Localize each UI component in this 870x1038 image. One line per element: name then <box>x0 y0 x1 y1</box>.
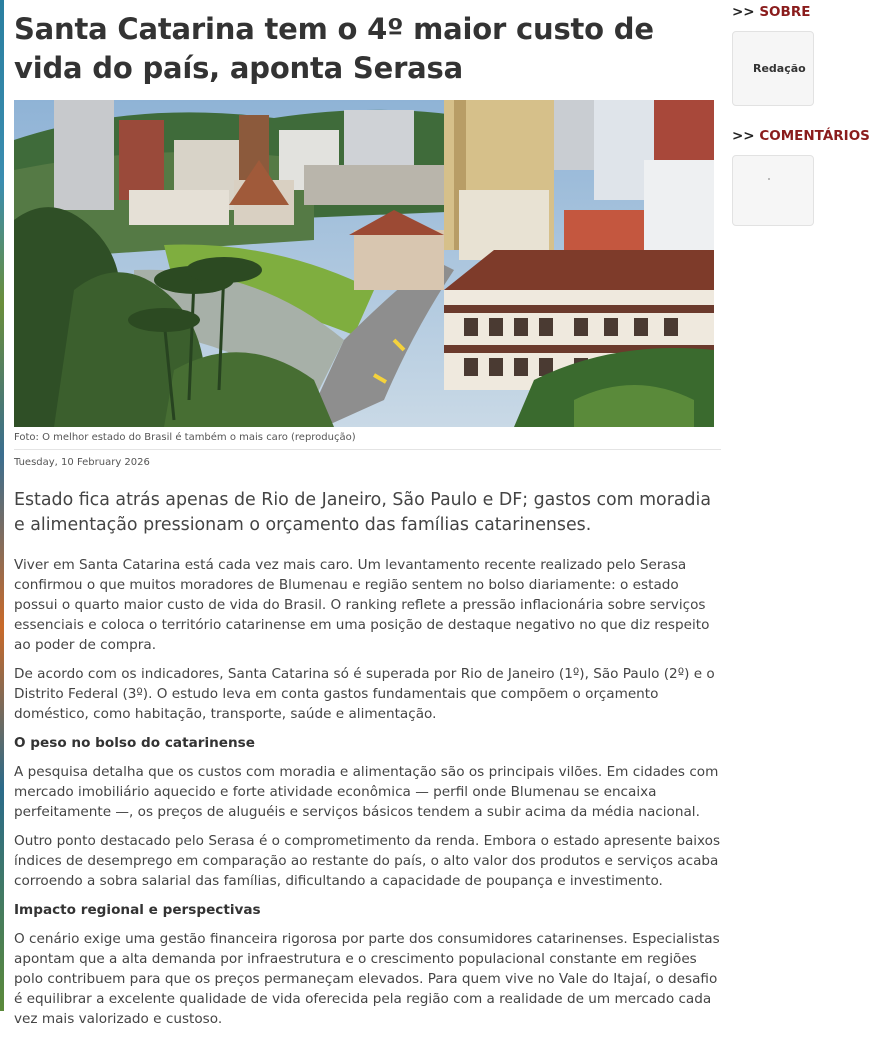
arrow-icon: >> <box>732 128 755 144</box>
sidebar-heading-comments <box>732 127 870 145</box>
sidebar <box>732 0 870 1011</box>
section-heading: O peso no bolso do catarinense <box>14 735 255 751</box>
article-photo <box>14 100 714 427</box>
section-heading: Impacto regional e perspectivas <box>14 902 261 918</box>
paragraph: O cenário exige uma gestão financeira rigorosa por parte dos consumidores catarinenses. Especialistas apontam que a alta demanda por infraestrutura e o crescimento populacional constante em regiões polo contribuem para que os preços permaneçam elevados. Para quem vive no Vale do Itajaí, o desafio é equilibrar a excelente qualidade de vida oferecida pela região com a realidade de um mercado cada vez mais valorizado e custoso. <box>14 931 720 1027</box>
sidebar-heading-about <box>732 3 810 21</box>
paragraph: Viver em Santa Catarina está cada vez mais caro. Um levantamento recente realizado pelo Serasa confirmou o que muitos moradores de Blumenau e região sentem no bolso diariamente: o estado possui o quarto maior custo de vida do Brasil. O ranking reflete a pressão inflacionária sobre serviços essenciais e coloca o território catarinense em uma posição de destaque negativo no que diz respeito ao poder de compra. <box>14 557 710 653</box>
arrow-icon: >> <box>732 4 755 20</box>
publish-date: Tuesday, 10 February 2026 <box>14 457 150 468</box>
divider <box>14 449 721 450</box>
article-lead: Estado fica atrás apenas de Rio de Janeiro, São Paulo e DF; gastos com moradia e alimentação pressionam o orçamento das famílias catarinenses. <box>14 490 712 535</box>
sidebar-about-box[interactable] <box>732 31 814 106</box>
author-name: Redação <box>753 62 806 75</box>
left-edge-strip <box>0 0 4 1011</box>
paragraph: Outro ponto destacado pelo Serasa é o comprometimento da renda. Embora o estado apresente baixos índices de desemprego em comparação ao restante do país, o alto valor dos produtos e serviços acaba corroendo a sobra salarial das famílias, dificultando a capacidade de poupança e investimento. <box>14 833 721 889</box>
sidebar-heading-comments-label: COMENTÁRIOS <box>759 128 870 144</box>
article-body <box>14 488 721 1038</box>
sidebar-comments-box[interactable] <box>732 155 814 226</box>
photo-caption: Foto: O melhor estado do Brasil é também o mais caro (reprodução) <box>14 432 356 443</box>
article-title: Santa Catarina tem o 4º maior custo de vida do país, aponta Serasa <box>14 12 654 85</box>
paragraph: De acordo com os indicadores, Santa Catarina só é superada por Rio de Janeiro (1º), São Paulo (2º) e o Distrito Federal (3º). O estudo leva em conta gastos fundamentais que compõem o orçamento doméstico, como habitação, transporte, saúde e alimentação. <box>14 666 715 722</box>
paragraph: A pesquisa detalha que os custos com moradia e alimentação são os principais vilões. Em cidades com mercado imobiliário aquecido e forte atividade econômica — perfil onde Blumenau se encaixa perfeitamente —, os preços de aluguéis e serviços básicos tendem a subir acima da média nacional. <box>14 764 719 820</box>
loading-dot <box>768 178 770 180</box>
article <box>14 0 721 1027</box>
sidebar-heading-about-label: SOBRE <box>759 4 811 20</box>
